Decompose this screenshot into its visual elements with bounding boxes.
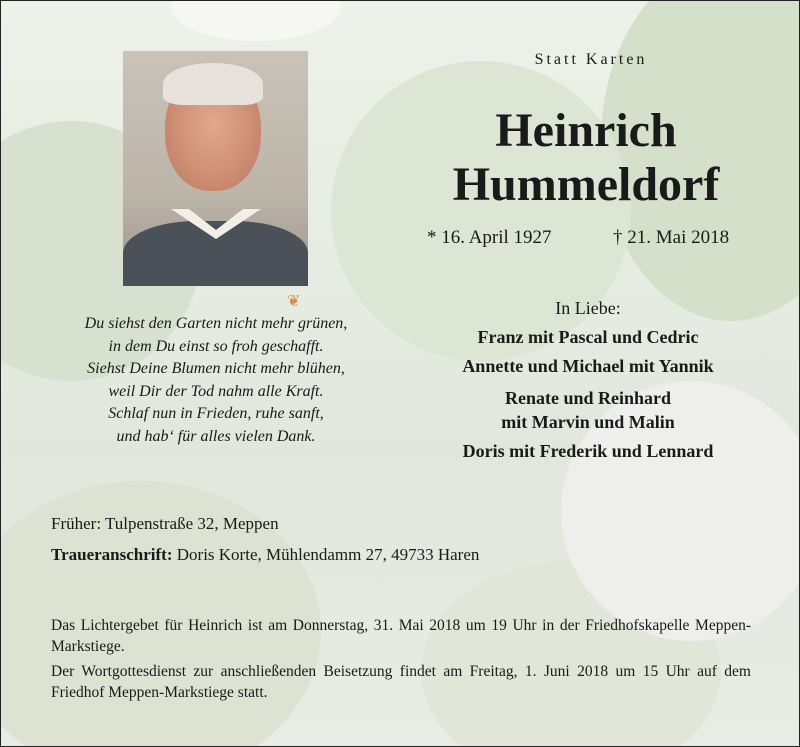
mourning-address-label: Traueranschrift: — [51, 545, 173, 564]
poem-line: weil Dir der Tod nahm alle Kraft. — [108, 382, 324, 400]
poem-line: Schlaf nun in Frieden, ruhe sanft, — [108, 405, 324, 422]
family-line: mit Marvin und Malin — [501, 412, 675, 432]
former-address: Früher: Tulpenstraße 32, Meppen — [51, 514, 279, 533]
family-intro: In Liebe: — [555, 298, 621, 318]
service-notice: Der Wortgottesdienst zur anschließenden Beisetzung findet am Freitag, 1. Juni 2018 um 15 Uhr auf dem Friedhof Meppen-Markstiege statt. — [51, 663, 751, 701]
mourning-address — [51, 545, 479, 565]
birth-date: * 16. April 1927 — [427, 227, 552, 248]
butterfly-icon: ❦ — [287, 293, 301, 310]
prayer-notice: Das Lichtergebet für Heinrich ist am Donnerstag, 31. Mai 2018 um 19 Uhr in der Friedhofskapelle Meppen-Markstiege. — [51, 617, 751, 655]
family-line: Franz mit Pascal und Cedric — [477, 327, 699, 347]
poem-line: und hab‘ für alles vielen Dank. — [116, 427, 316, 445]
poem-line: Du siehst den Garten nicht mehr grünen, — [84, 315, 348, 332]
deceased-last-name: Hummeldorf — [452, 158, 720, 211]
deceased-first-name: Heinrich — [495, 104, 677, 157]
poem-line: Siehst Deine Blumen nicht mehr blühen, — [87, 360, 345, 377]
statt-karten-heading: Statt Karten — [534, 51, 648, 68]
death-date: † 21. Mai 2018 — [613, 227, 730, 248]
mourning-address-value: Doris Korte, Mühlendamm 27, 49733 Haren — [172, 545, 480, 564]
poem-line: in dem Du einst so froh geschafft. — [108, 337, 324, 355]
family-line: Annette und Michael mit Yannik — [462, 356, 714, 376]
portrait-photo — [123, 51, 308, 286]
poem — [41, 313, 391, 448]
family-line: Renate und Reinhard — [504, 388, 672, 408]
family-line: Doris mit Frederik und Lennard — [462, 441, 714, 461]
